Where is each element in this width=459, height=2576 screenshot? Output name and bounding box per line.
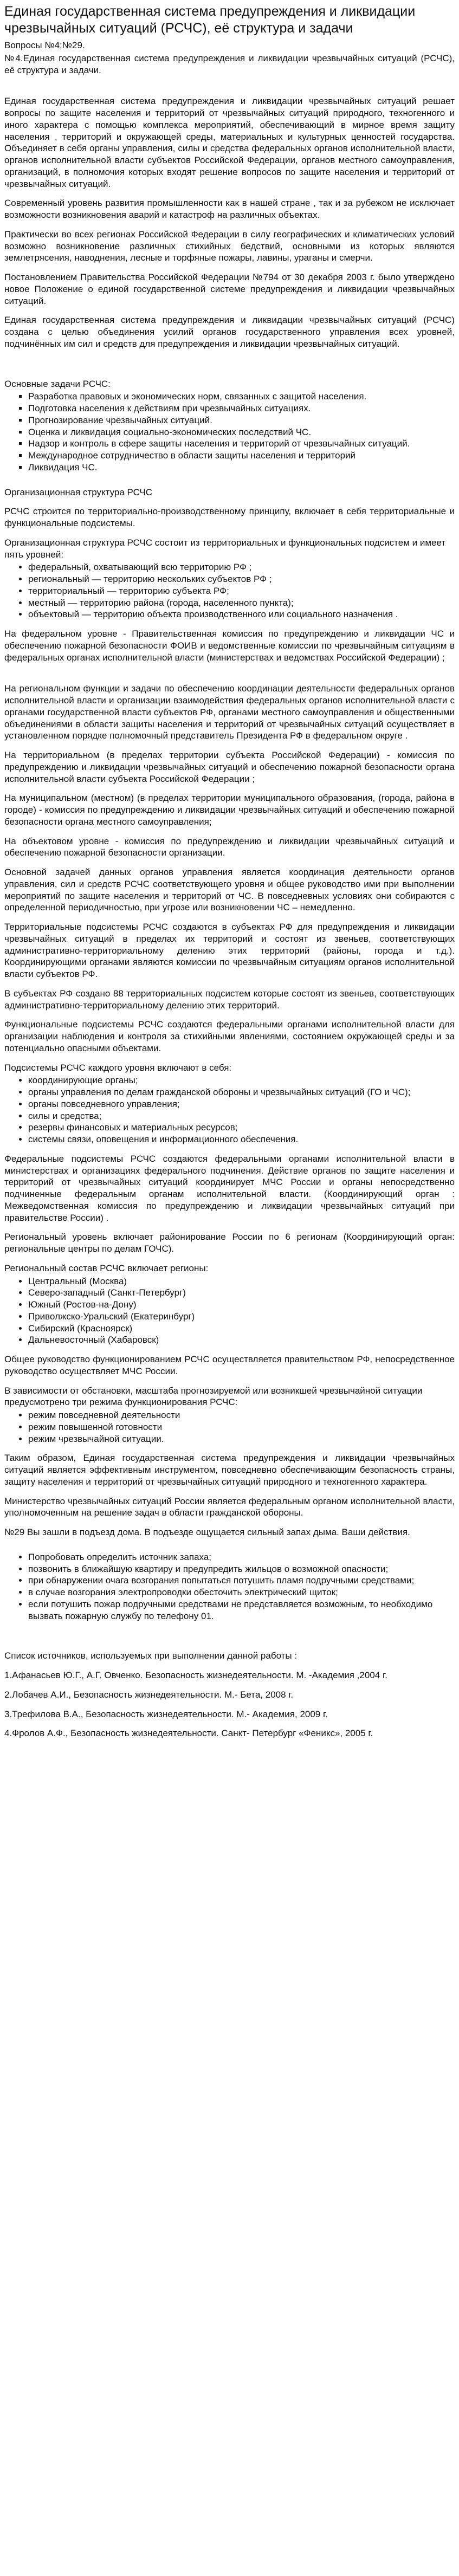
list-item: • местный — территорию района (города, населенного пункта);	[28, 597, 455, 609]
list-item: • Дальневосточный (Хабаровск)	[28, 1334, 455, 1346]
list-item: • территориальный — территорию субъекта РФ;	[28, 585, 455, 597]
list-item: • резервы финансовых и материальных ресурсов;	[28, 1122, 455, 1134]
list-item: ▪ Разработка правовых и экономических норм, связанных с защитой населения.	[28, 391, 455, 403]
structure-heading: Организационная структура РСЧС	[4, 487, 153, 497]
list-item: • Южный (Ростов-на-Дону)	[28, 1299, 455, 1311]
tasks-list	[4, 391, 455, 473]
paragraph: В субъектах РФ создано 88 территориальных подсистем которые состоят из звеньев, соответствующих административно-территориальному делению этих территорий.	[4, 988, 455, 1011]
levels-list	[4, 561, 455, 620]
paragraph: Территориальные подсистемы РСЧС создаются в субъектах РФ для предупреждения и ликвидации чрезвычайных ситуаций в пределах их территорий и состоят из звеньев, соответствующих административно-территориальному делению этих территорий (районы, города и т.д.). Координирующими органами являются комиссии по чрезвычайным ситуациям органов исполнительной власти субъектов РФ.	[4, 922, 455, 979]
page-title: Единая государственная система предупреждения и ликвидации чрезвычайных ситуаций (РСЧС), её структура и задачи	[4, 4, 416, 36]
question-4-heading: №4.Единая государственная система предупреждения и ликвидации чрезвычайных ситуаций (РСЧС), её структура и задачи.	[4, 53, 455, 75]
paragraph: Таким образом, Единая государственная система предупреждения и ликвидации чрезвычайных ситуаций является эффективным инструментом, повседневно обеспечивающим безопасность страны, защиту населения и территорий от чрезвычайных ситуаций природного и техногенного характера.	[4, 1453, 455, 1487]
list-item: • федеральный, охватывающий всю территорию РФ ;	[28, 561, 455, 573]
source-item: 1.Афанасьев Ю.Г., А.Г. Овченко. Безопасность жизнедеятельности. М. -Академия ,2004 г.	[4, 1670, 387, 1680]
paragraph: Единая государственная система предупреждения и ликвидации чрезвычайных ситуаций (РСЧС) создана с целью объединения усилий органов государственного управления всех уровней, подчинённых им сил и средств для предупреждения и ликвидации чрезвычайных ситуаций.	[4, 315, 455, 349]
list-item: • в случае возгорания электропроводки обесточить электрический щиток;	[28, 1587, 455, 1598]
list-item: • режим повышенной готовности	[28, 1421, 455, 1433]
list-item: • при обнаружении очага возгорания попытаться потушить пламя подручными средствами;	[28, 1575, 455, 1587]
regions-list	[4, 1276, 455, 1347]
sources-heading: Список источников, используемых при выполнении данной работы :	[4, 1651, 298, 1661]
source-item: 2.Лобачев А.И., Безопасность жизнедеятельности. М.- Бета, 2008 г.	[4, 1689, 294, 1700]
subsystems-list	[4, 1075, 455, 1145]
list-item: • Северо-западный (Санкт-Петербург)	[28, 1287, 455, 1299]
list-item: • режим чрезвычайной ситуации.	[28, 1433, 455, 1445]
regions-heading: Региональный состав РСЧС включает регионы:	[4, 1263, 209, 1273]
subsystems-heading: Подсистемы РСЧС каждого уровня включают в себя:	[4, 1062, 232, 1073]
sources-section	[4, 1650, 455, 1739]
paragraph: Современный уровень развития промышленности как в нашей стране , так и за рубежом не исключает возможности возникновения аварий и катастроф на различных объектах.	[4, 198, 455, 220]
list-item: ▪ Подготовка населения к действиям при чрезвычайных ситуациях.	[28, 403, 455, 415]
tasks-heading: Основные задачи РСЧС:	[4, 378, 111, 389]
source-item: 4.Фролов А.Ф., Безопасность жизнедеятельности. Санкт- Петербург «Феникс», 2005 г.	[4, 1728, 373, 1739]
paragraph: Постановлением Правительства Российской Федерации №794 от 30 декабря 2003 г. было утверждено новое Положение о единой государственной системе предупреждения и ликвидации чрезвычайных ситуаций.	[4, 272, 455, 306]
list-item: ▪ Прогнозирование чрезвычайных ситуаций.	[28, 415, 455, 426]
paragraph: Функциональные подсистемы РСЧС создаются федеральными органами исполнительной власти для организации наблюдения и контроля за стихийными явлениями, состоянием окружающей среды и за потенциально опасными объектами.	[4, 1019, 455, 1053]
list-item: • силы и средства;	[28, 1110, 455, 1122]
list-item: • Попробовать определить источник запаха;	[28, 1551, 455, 1563]
list-item: • региональный — территорию нескольких субъектов РФ ;	[28, 573, 455, 585]
paragraph: На муниципальном (местном) (в пределах территории муниципального образования, (города, района в городе) - комиссия по предупреждению и ликвидации чрезвычайных ситуаций и обеспечению пожарной безопасности органа местного самоуправления;	[4, 793, 455, 827]
paragraph: Общее руководство функционированием РСЧС осуществляется правительством РФ, непосредственное руководство осуществляет МЧС России.	[4, 1354, 455, 1376]
list-item: • органы повседневного управления;	[28, 1098, 455, 1110]
list-item: • Сибирский (Красноярск)	[28, 1323, 455, 1335]
list-item: • системы связи, оповещения и информационного обеспечения.	[28, 1134, 455, 1145]
paragraph: На территориальном (в пределах территории субъекта Российской Федерации) - комиссия по предупреждению и ликвидации чрезвычайных ситуаций и обеспечению пожарной безопасности органа исполнительной власти субъекта Российской Федерации ;	[4, 750, 455, 784]
list-item: • режим повседневной деятельности	[28, 1409, 455, 1421]
paragraph: Региональный уровень включает районирование России по 6 регионам (Координирующий орган: региональные центры по делам ГОЧС).	[4, 1232, 455, 1254]
list-item: ▪ Оценка и ликвидация социально-экономических последствий ЧС.	[28, 426, 455, 438]
source-item: 3.Трефилова В.А., Безопасность жизнедеятельности. М.- Академия, 2009 г.	[4, 1708, 328, 1719]
actions-list	[4, 1551, 455, 1622]
paragraph: Основной задачей данных органов управления является координация деятельности органов управления, сил и средств РСЧС соответствующего уровня и общее руководство ими при выполнении мероприятий по защите населения и территорий от ЧС. В повседневных условиях они собираются с определенной периодичностью, при угрозе или возникновении ЧС – немедленно.	[4, 867, 455, 913]
question-29-heading: №29 Вы зашли в подъезд дома. В подъезде ощущается сильный запах дыма. Ваши действия.	[4, 1527, 410, 1537]
list-item: ▪ Международное сотрудничество в области защиты населения и территорий	[28, 450, 455, 462]
list-item: • если потушить пожар подручными средствами не представляется возможным, то необходимо вызвать пожарную службу по телефону 01.	[28, 1598, 455, 1622]
list-item: • объектовый — территорию объекта производственного или социального назначения .	[28, 609, 455, 620]
paragraph: На объектовом уровне - комиссия по предупреждению и ликвидации чрезвычайных ситуаций и обеспечению пожарной безопасности организации.	[4, 836, 455, 858]
intro-section	[4, 95, 455, 349]
paragraph: На федеральном уровне - Правительственная комиссия по предупреждению и ликвидации ЧС и обеспечению пожарной безопасности ФОИВ и ведомственные комиссии по чрезвычайным ситуациям в федеральных органах исполнительной власти (министерствах и ведомствах Российской Федерации) ;	[4, 629, 455, 663]
list-item: • позвонить в ближайшую квартиру и предупредить жильцов о возможной опасности;	[28, 1563, 455, 1575]
paragraph: Практически во всех регионах Российской Федерации в силу географических и климатических условий возможно возникновение различных стихийных бедствий, основными из которых являются землетрясения, наводнения, лесные и торфяные пожары, лавины, ураганы и смерчи.	[4, 229, 455, 263]
paragraph: РСЧС строится по территориально-производственному принципу, включает в себя территориальные и функциональные подсистемы.	[4, 506, 455, 528]
paragraph: Единая государственная система предупреждения и ликвидации чрезвычайных ситуаций решает вопросы по защите населения и территорий от чрезвычайных ситуаций природного, техногенного и иного характера с помощью комплекса мероприятий, обеспечивающий в мирное время защиту населения , территорий и окружающей среды, материальных и культурных ценностей государства. Объединяет в себя органы управления, силы и средства федеральных органов исполнительной власти, органов исполнительной власти субъектов Российской Федерации, органов местного самоуправления, организаций, в полномочия которых входят решение вопросов по защите населения и территорий от чрезвычайных ситуаций.	[4, 96, 455, 189]
paragraph: На региональном функции и задачи по обеспечению координации деятельности федеральных органов исполнительной власти и организации взаимодействия федеральных органов исполнительной власти с органами государственной власти субъектов РФ, органами местного самоуправления и общественными объединениями в области защиты населения и территорий от чрезвычайных ситуаций осуществляет в установленном порядке полномочный представитель Президента РФ в федеральном округе .	[4, 683, 455, 741]
paragraph: Организационная структура РСЧС состоит из территориальных и функциональных подсистем и имеет пять уровней:	[4, 537, 446, 560]
paragraph: В зависимости от обстановки, масштаба прогнозируемой или возникшей чрезвычайной ситуации предусмотрено три режима функционирования РСЧС:	[4, 1385, 423, 1408]
list-item: • Центральный (Москва)	[28, 1276, 455, 1287]
list-item: ▪ Ликвидация ЧС.	[28, 462, 455, 474]
paragraph: Федеральные подсистемы РСЧС создаются федеральными органами исполнительной власти в министерствах и организациях федерального подчинения. Действие органов по защите населения и территорий от чрезвычайных ситуаций координирует МЧС России и органы непосредственно подчиненные федеральным органам исполнительной власти. (Координирующий орган : Межведомственная комиссия по предупреждению и ликвидации чрезвычайных ситуаций при правительстве России) .	[4, 1153, 455, 1223]
paragraph: Министерство чрезвычайных ситуаций России является федеральным органом исполнительной власти, уполномоченным на решение задач в области гражданской обороны.	[4, 1496, 455, 1518]
list-item: • координирующие органы;	[28, 1075, 455, 1086]
list-item: • органы управления по делам гражданской обороны и чрезвычайных ситуаций (ГО и ЧС);	[28, 1086, 455, 1098]
questions-line: Вопросы №4;№29.	[4, 40, 85, 50]
list-item: ▪ Надзор и контроль в сфере защиты населения и территорий от чрезвычайных ситуаций.	[28, 438, 455, 450]
modes-list	[4, 1409, 455, 1445]
list-item: • Приволжско-Уральский (Екатеринбург)	[28, 1311, 455, 1323]
